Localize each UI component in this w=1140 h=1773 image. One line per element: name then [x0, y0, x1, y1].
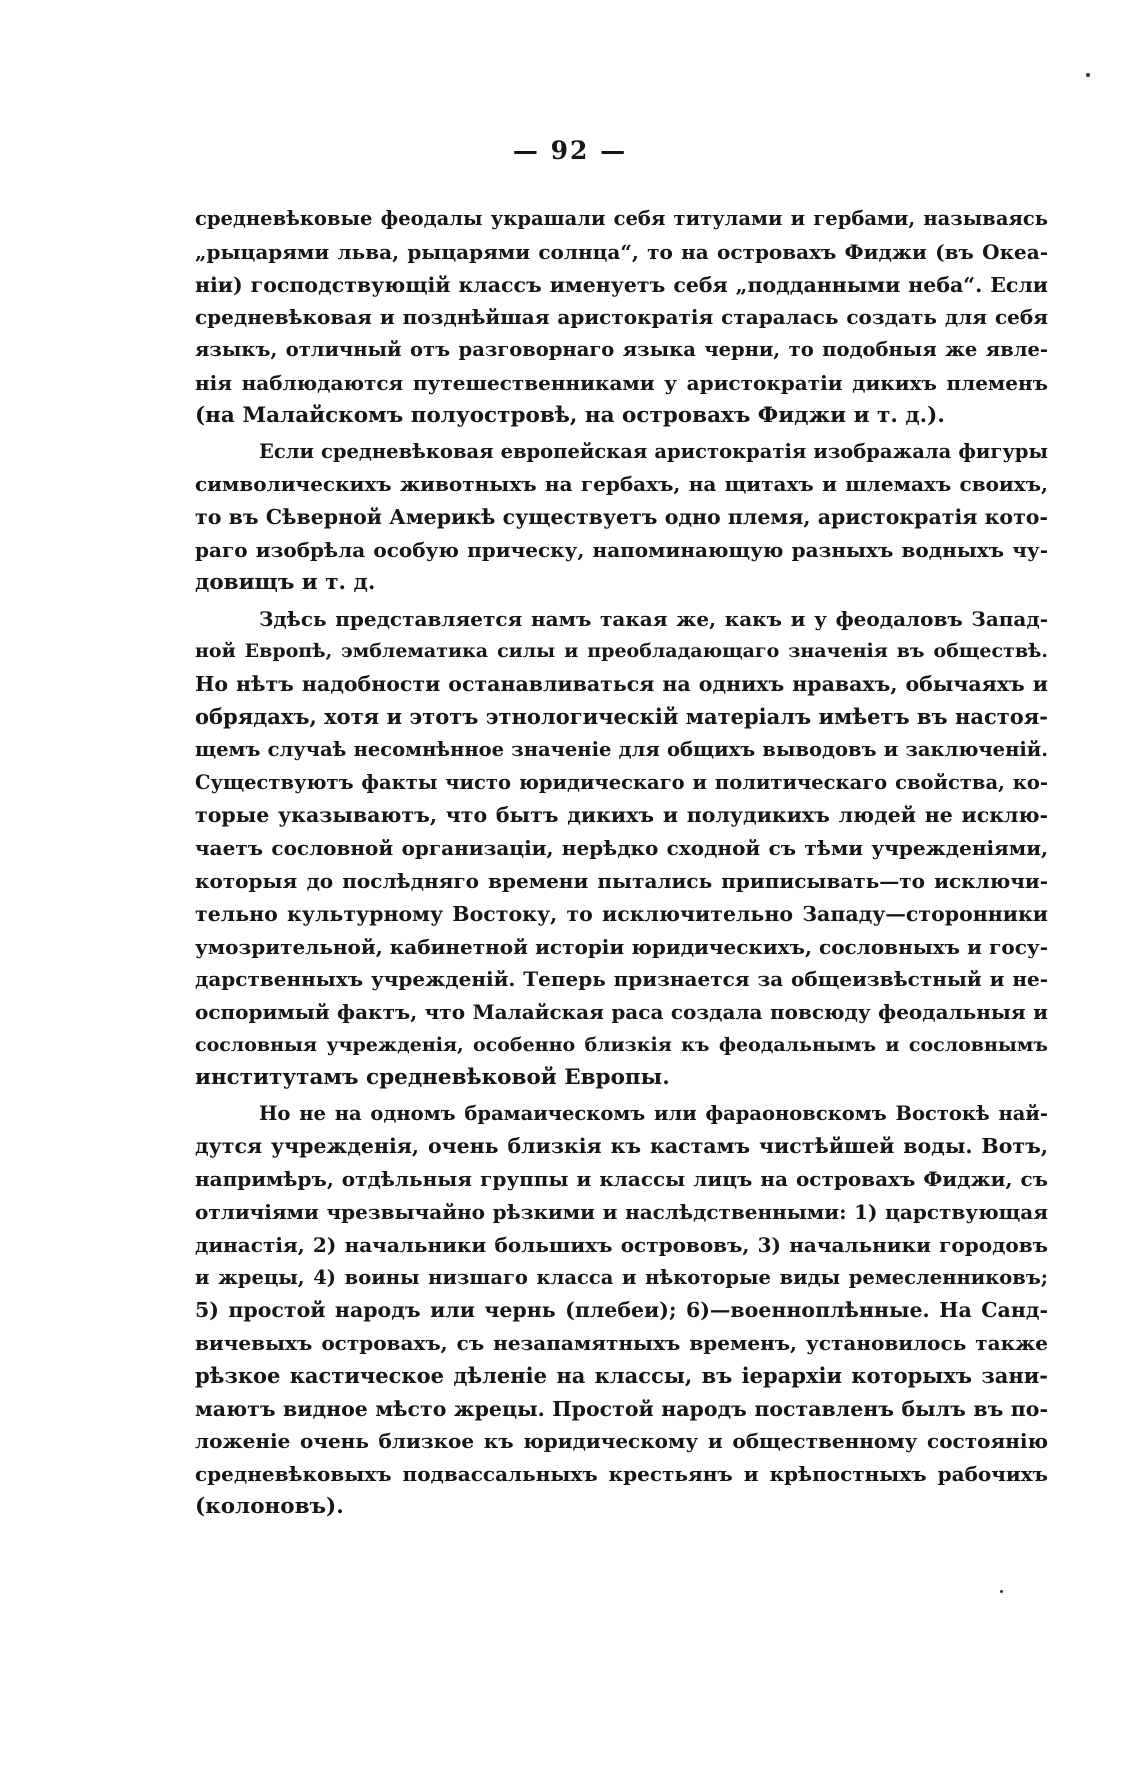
text-line: и жрецы, 4) воины низшаго класса и нѣкоторые виды ремесленниковъ; [195, 1265, 1048, 1289]
page-number: — 92 — [512, 136, 628, 165]
page-speck [1086, 73, 1090, 77]
text-line: оспоримый фактъ, что Малайская раса создала повсюду феодальныя и [195, 1000, 1048, 1025]
paragraph [195, 603, 1048, 1095]
text-line: раго изобрѣла особую прическу, напоминающую разныхъ водныхъ чу- [195, 537, 1048, 562]
text-line: (колоновъ). [195, 1494, 344, 1520]
text-line: институтамъ средневѣковой Европы. [195, 1064, 670, 1090]
page-speck [1000, 1590, 1003, 1593]
text-line: напримѣръ, отдѣльныя группы и классы лицъ на островахъ Фиджи, съ [195, 1167, 1048, 1192]
text-line: средневѣковые феодалы украшали себя титулами и гербами, называясь [195, 207, 1048, 230]
text-line: языкъ, отличный отъ разговорнаго языка черни, то подобныя же явле- [195, 338, 1048, 362]
text-line: чаетъ сословной организаціи, нерѣдко сходной съ тѣми учрежденіями, [195, 836, 1048, 861]
text-line: Если средневѣковая европейская аристократія изображала фигуры [259, 439, 1048, 463]
text-line: Но не на одномъ брамаическомъ или фараоновскомъ Востокѣ най- [259, 1101, 1048, 1125]
text-line: ложеніе очень близкое къ юридическому и общественному состоянію [195, 1429, 1048, 1454]
text-line: „рыцарями льва, рыцарями солнца“, то на островахъ Фиджи (въ Океа- [195, 239, 1048, 264]
text-line: отличіями чрезвычайно рѣзкими и наслѣдственными: 1) царствующая [195, 1199, 1048, 1224]
text-line: довищъ и т. д. [195, 569, 376, 595]
text-line: вичевыхъ островахъ, съ незапамятныхъ временъ, установилось также [195, 1331, 1048, 1356]
text-line: ніи) господствующій классъ именуетъ себя „подданными неба“. Если [195, 272, 1048, 297]
text-line: Здѣсь представляется намъ такая же, какъ и у феодаловъ Запад- [259, 606, 1048, 631]
text-line: нія наблюдаются путешественниками у аристократіи дикихъ племенъ [195, 370, 1048, 395]
text-line: дутся учрежденія, очень близкія къ кастамъ чистѣйшей воды. Вотъ, [195, 1134, 1048, 1159]
text-line: маютъ видное мѣсто жрецы. Простой народъ поставленъ былъ въ по- [195, 1396, 1048, 1421]
paragraph [195, 436, 1048, 600]
text-line: средневѣковыхъ подвассальныхъ крестьянъ и крѣпостныхъ рабочихъ [195, 1462, 1048, 1487]
text-line: щемъ случаѣ несомнѣнное значеніе для общихъ выводовъ и заключеній. [195, 737, 1048, 761]
text-line: Существуютъ факты чисто юридическаго и политическаго свойства, ко- [195, 770, 1048, 794]
text-line: Но нѣтъ надобности останавливаться на однихъ нравахъ, обычаяхъ и [195, 672, 1048, 697]
text-line: обрядахъ, хотя и этотъ этнологическій матеріалъ имѣетъ въ настоя- [195, 703, 1048, 729]
text-line: символическихъ животныхъ на гербахъ, на щитахъ и шлемахъ своихъ, [195, 472, 1048, 497]
paragraph [195, 1098, 1048, 1524]
text-line: рѣзкое кастическое дѣленіе на классы, въ іерархіи которыхъ зани- [195, 1362, 1048, 1388]
text-line: дарственныхъ учрежденій. Теперь признается за общеизвѣстный и не- [195, 967, 1048, 992]
text-line: ной Европѣ, эмблематика силы и преобладающаго значенія въ обществѣ. [195, 640, 1048, 663]
text-line: то въ Сѣверной Америкѣ существуетъ одно племя, аристократія кото- [195, 505, 1048, 530]
body-text [195, 203, 1048, 1527]
text-line: (на Малайскомъ полуостровѣ, на островахъ Фиджи и т. д.). [195, 402, 945, 428]
text-line: 5) простой народъ или чернь (плебеи); 6)—военноплѣнные. На Санд- [195, 1298, 1048, 1323]
text-line: тельно культурному Востоку, то исключительно Западу—сторонники [195, 901, 1048, 926]
text-line: династія, 2) начальники большихъ острововъ, 3) начальники городовъ [195, 1232, 1048, 1257]
text-line: которыя до послѣдняго времени пытались приписывать—то исключи- [195, 868, 1048, 893]
text-line: торые указываютъ, что бытъ дикихъ и полудикихъ людей не исклю- [195, 803, 1048, 828]
paragraph [195, 203, 1048, 433]
text-line: умозрительной, кабинетной исторіи юридическихъ, сословныхъ и госу- [195, 934, 1048, 959]
text-line: сословныя учрежденія, особенно близкія къ феодальнымъ и сословнымъ [195, 1033, 1048, 1056]
text-line: средневѣковая и позднѣйшая аристократія старалась создать для себя [195, 305, 1048, 330]
